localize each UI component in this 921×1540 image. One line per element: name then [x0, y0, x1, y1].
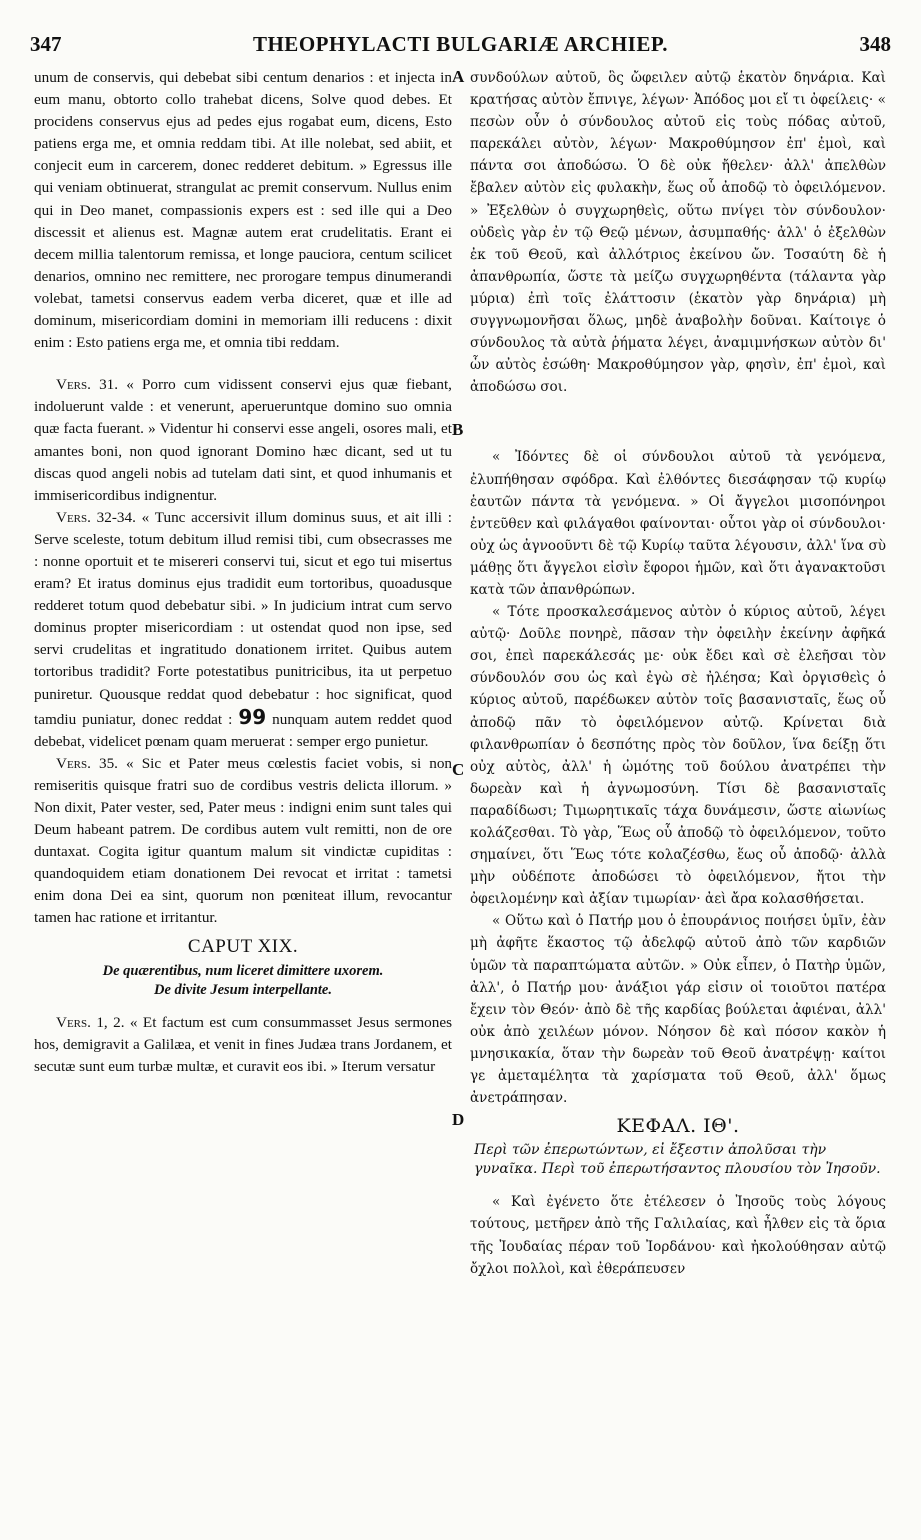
greek-verse-31: « Ἰδόντες δὲ οἱ σύνδουλοι αὐτοῦ τὰ γενόμενα, ἐλυπήθησαν σφόδρα. Καὶ ἐλθόντες διεσάφησαν τῷ κυρίῳ ἑαυτῶν πάντα τὰ γενόμενα. » Οἱ ἄγγελοι μισοπόνηροι ἐντεῦθεν καὶ φιλάγαθοι φαίνονται· οὗτοι γὰρ οἱ σύνδουλοι· οὐχ ὡς ἀγνοοῦντι δὲ τῷ Κυρίῳ ταῦτα λέγουσιν, ἀλλ' ἵνα σὺ μάθῃς ὅτι ἄγγελοι εἰσὶν ἔφοροι ἡμῶν, καὶ ὅτι ἀγανακτοῦσι κατὰ τῶν ἀπανθρώπων. — [470, 449, 886, 598]
chapter-subtitle-latin — [34, 962, 452, 1000]
section-marker-b: B — [452, 420, 464, 439]
chapter-subtitle-line-1: De quærentibus, num liceret dimittere uxorem. — [102, 962, 384, 979]
chapter-heading-greek: ΚΕΦΑΛ. ΙΘ'. — [616, 1115, 740, 1138]
greek-verse-35: « Οὕτω καὶ ὁ Πατήρ μου ὁ ἐπουράνιος ποιήσει ὑμῖν, ἐὰν μὴ ἀφῆτε ἕκαστος τῷ ἀδελφῷ αὐτοῦ ἀπὸ τῶν καρδιῶν ὑμῶν τὰ παραπτώματα αὐτῶν. » Οὐκ εἶπεν, ὁ Πατὴρ ὑμῶν, ἀλλ', ὁ Πατήρ μου· ἀνάξιοι γάρ εἰσιν οἱ τοιοῦτοι πατέρα ἔχειν τὸν Θεόν· ἀπὸ δὲ τῆς καρδίας βούλεται ἀφιέναι, ἀλλ' οὐκ ἀπὸ χειλέων μόνον. Νόησον δὲ καὶ πόσον κακὸν ἡ μνησικακία, ὅταν τὴν δωρεὰν τοῦ Θεοῦ ἀνατρέψῃ· καίτοι γε ἀμεταμέλητα τὰ χαρίσματα τοῦ Θεοῦ, ἀλλ' ὅμως ἀνετράπησαν. — [470, 913, 886, 1107]
page-stamp: 99 — [238, 704, 267, 729]
section-marker-d: D — [452, 1110, 465, 1129]
page-header — [30, 32, 891, 60]
greek-verse-32-34: « Τότε προσκαλεσάμενος αὐτὸν ὁ κύριος αὐτοῦ, λέγει αὐτῷ· Δοῦλε πονηρὲ, πᾶσαν τὴν ὀφειλὴν ἐκείνην ἀφῆκά σοι, ἐπεὶ παρεκάλεσάς με· οὐκ ἔδει καὶ σὲ ἐλεῆσαι τὸν σύνδουλόν σου ὡς καὶ ἐγὼ σὲ ἠλέησα; Καὶ ὀργισθεὶς ὁ κύριος αὐτοῦ, παρέδωκεν αὐτὸν τοῖς βασανισταῖς, ἕως οὗ ἀποδῷ πᾶν τὸ ὀφειλόμενον αὐτῷ. Κρίνεται διὰ φιλανθρωπίαν ὁ δεσπότης πρὸς τὸν δοῦλον, ἵνα δείξῃ ὅτι οὐχ αὐτὸς, ἀλλ' ἡ ὠμότης τοῦ δούλου ἀνατρέπει τὴν δωρεὰν καὶ ἡ ἀγνωμοσύνη. Τίσι δὲ βασανισταῖς παραδίδωσι; Τιμωρητικαῖς τάχα δυνάμεσιν, ὥστε αἰωνίως κολάζεσθαι. Τὸ γὰρ, Ἕως οὗ ἀποδῷ τὸ ὀφειλόμενον, τοῦτο σημαίνει, ὅτι Ἕως τότε κολαζέσθω, ἕως οὗ ἀποδῷ· ἀλλὰ μὴν οὐδέποτε ἀποδώσει τὸ ὀφειλόμενον, ἤτοι τὴν ὀφειλομένην καὶ ἀξίαν τιμωρίαν· ἀεὶ ἄρα κολασθήσεται. — [470, 604, 886, 908]
verse-label: Vers. 32-34. — [56, 508, 136, 526]
verse-text: « Tunc accersivit illum dominus suus, et ait illi : Serve sceleste, totum debitum illud remisi tibi, cum obsecrasses me : nonne oportuit et te misereri conservi tui, sicut et ego tui misertus eram? Et iratus dominus ejus tradidit eum tortoribus, quoadusque redderet totum quod debebatur sibi. » In judicium intrat cum servo dominus propter misericordiam : ut ostendat quod non ipse, sed servi crudelitas et ingratitudo donationem irritet. Quibus autem tortoribus tradidit? Forte potestatibus punitricibus, ita ut perpetuo puniretur. Quousque reddat quod debebatur : hoc significat, quod tamdiu puniatur, donec reddat : — [34, 508, 452, 728]
verse-text-cont: nunquam autem reddet quod debebat, videlicet pœnam quam meruerat : semper ergo punietur. — [34, 710, 453, 750]
section-marker-c: C — [452, 760, 465, 779]
latin-paragraph-continuation: unum de conservis, qui debebat sibi centum denarios : et injecta in eum manu, obtorto collo trahebat dicens, Solve quod debes. Et procidens conservus ejus ad pedes ejus rogabat eum, dicens, Esto patiens erga me, et omnia reddam tibi. At ille nolebat, sed abiit, et conjecit eum in carcerem, donec redderet debitum. » Egressus ille qui veniam obtinuerat, strangulat ac premit conservum. Nullus enim qui in Deo manet, compassionis expers est : sed ille qui a Deo discessit et alienus est. Magnæ autem erat crudelitatis. Erant ei decem millia talentorum remissa, et longe pauciora, centum scilicet denarios, omnino nec remittere, nec prorogare tempus dinumerandi volebat, tametsi conservus eadem verba diceret, quæ et ille ad dominum, misericordiam domini in memoriam illi reducens : dixit enim : Esto patiens erga me, et omnia tibi reddam. — [34, 69, 452, 352]
page-number-left: 347 — [30, 32, 62, 56]
chapter-subtitle-line-2: De divite Jesum interpellante. — [153, 981, 332, 998]
greek-paragraph-continuation: συνδούλων αὐτοῦ, ὃς ὤφειλεν αὐτῷ ἑκατὸν δηνάρια. Καὶ κρατήσας αὐτὸν ἔπνιγε, λέγων· Ἀπόδος μοι εἴ τι ὀφείλεις· « πεσὼν οὖν ὁ σύνδουλος αὐτοῦ εἰς τοὺς πόδας αὐτοῦ, παρεκάλει αὐτὸν, λέγων· Μακροθύμησον ἐπ' ἐμοὶ, καὶ πάντα σοι ἀποδώσω. Ὁ δὲ οὐκ ἤθελεν· ἀλλ' ἀπελθὼν ἔβαλεν αὐτὸν εἰς φυλακὴν, ἕως οὗ ἀποδῷ τὸ ὀφειλόμενον. » Ἐξελθὼν ὁ συγχωρηθεὶς, οὕτω πνίγει τὸν σύνδουλον· οὐδεὶς γὰρ ἐν τῷ Θεῷ μένων, ἀσυμπαθής· ἀλλ' ὁ ἐξελθὼν ἐκ τοῦ Θεοῦ, καὶ ἀλλότριος ἐκείνου ὤν. Τοσαύτη δὲ ἡ ἀπανθρωπία, ὥστε τὰ μείζω συγχωρηθέντα (τάλαντα γὰρ μύρια) ἐπὶ τοῖς ἐλάττοσιν (ἑκατὸν γὰρ δηνάρια) μὴ συγγνωμονῆσαι ὅλως, μηδὲ ἀναβολὴν δοῦναι. Καίτοιγε ὁ σύνδουλος τὰ αὐτὰ ῥήματα λέγει, ἀναμιμνήσκων αὐτὸν δι' ὧν αὐτὸς ἐσώθη· Μακροθύμησον γὰρ, φησὶν, ἐπ' ἐμοὶ, καὶ ἀποδώσω σοι. — [470, 70, 886, 396]
page-number-right: 348 — [859, 32, 891, 56]
verse-text: « Porro cum vidissent conservi ejus quæ fiebant, indoluerunt valde : et venerunt, aperueruntque domino suo omnia quæ facta fuerant. » Videntur hi conservi esse angeli, osores mali, et amantes boni, non quod ignorant Domino hæc dicant, sed ut tu discas quod angeli nobis ad tutelam dati sint, et quod inhumanis et immisericordibus indignentur. — [34, 376, 452, 504]
latin-verse-31 — [34, 374, 452, 507]
verse-label: Vers. 31. — [56, 376, 119, 394]
verse-text: « Et factum est cum consummasset Jesus sermones hos, demigravit a Galilæa, et venit in fines Judæa trans Jordanem, et secutæ sunt eum turbæ multæ, et curavit eos ibi. » Iterum versatur — [34, 1013, 452, 1075]
chapter-subtitle-greek: Περὶ τῶν ἐπερωτώντων, εἰ ἔξεστιν ἀπολῦσαι τὴν γυναῖκα. Περὶ τοῦ ἐπερωτήσαντος πλουσίου τὸν Ἰησοῦν. — [474, 1142, 881, 1178]
verse-text: « Sic et Pater meus cœlestis faciet vobis, si non remiseritis quisque fratri suo de cordibus vestris delicta illorum. » Non dixit, Pater vester, sed, Pater meus : indigni enim sunt tales qui Deum habeant patrem. De cordibus autem vult remitti, non de ore duntaxat. Cogita igitur quantum malum sit vindictæ cupiditas : quandoquidem etiam donationem Dei revocat et irritat : tametsi enim dona Dei ea sint, quorum non pœniteat illum, revocantur tamen hac ratione et irritantur. — [34, 754, 453, 927]
verse-label: Vers. 1, 2. — [56, 1013, 125, 1031]
verse-label: Vers. 35. — [56, 754, 118, 772]
latin-verse-1-2 — [34, 1012, 452, 1078]
latin-verse-32-34 — [34, 507, 452, 753]
greek-column — [470, 67, 886, 1280]
latin-column — [34, 67, 452, 1078]
latin-verse-35 — [34, 753, 452, 930]
chapter-heading-latin: CAPUT XIX. — [187, 935, 299, 957]
greek-verse-1-2: « Καὶ ἐγένετο ὅτε ἐτέλεσεν ὁ Ἰησοῦς τοὺς λόγους τούτους, μετῆρεν ἀπὸ τῆς Γαλιλαίας, καὶ ἦλθεν εἰς τὰ ὅρια τῆς Ἰουδαίας πέραν τοῦ Ἰορδάνου· καὶ ἠκολούθησαν αὐτῷ ὄχλοι πολλοὶ, καὶ ἐθεράπευσεν — [470, 1194, 886, 1277]
section-marker-a: A — [452, 67, 465, 86]
running-title: THEOPHYLACTI BULGARIÆ ARCHIEP. — [252, 32, 669, 56]
